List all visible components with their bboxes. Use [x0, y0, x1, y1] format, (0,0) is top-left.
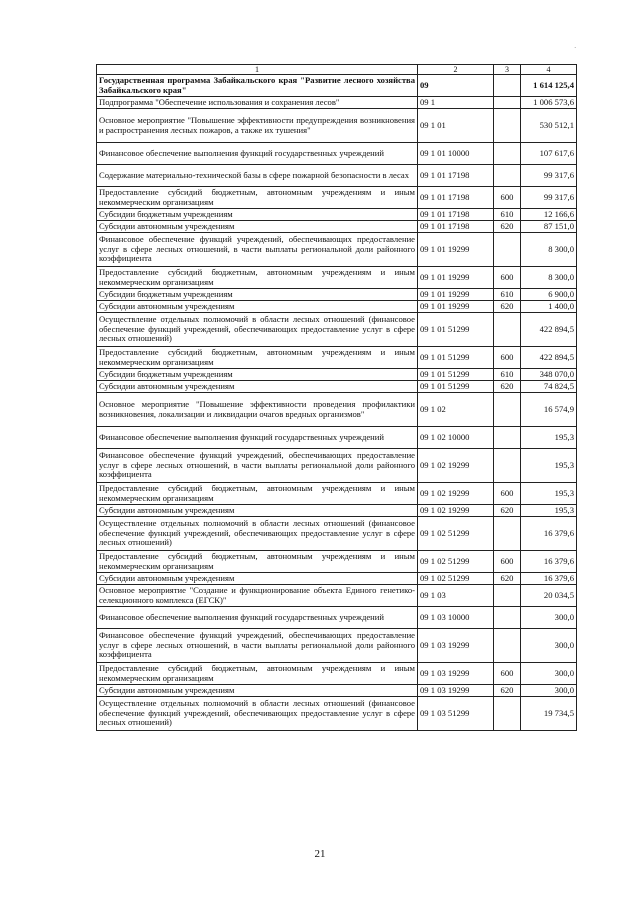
row-amount-cell: 16 379,6: [521, 573, 577, 585]
row-amount-cell: 195,3: [521, 505, 577, 517]
row-name-cell: Финансовое обеспечение выполнения функций государственных учреждений: [97, 427, 418, 449]
row-expense-type-cell: 620: [494, 301, 521, 313]
table-row: [97, 301, 577, 313]
row-amount-cell: 107 617,6: [521, 143, 577, 165]
row-expense-type-cell: 620: [494, 505, 521, 517]
row-code-cell: 09 1 02 51299: [418, 517, 494, 551]
row-name-cell: Субсидии автономным учреждениям: [97, 301, 418, 313]
row-name-cell: Основное мероприятие "Повышение эффективности проведения профилактики возникновения, локализации и ликвидации очагов вредных организмов": [97, 393, 418, 427]
row-name-cell: Финансовое обеспечение функций учреждений, обеспечивающих предоставление услуг в сфере лесных отношений, в части выплаты региональной доли районного коэффициента: [97, 449, 418, 483]
table-row: [97, 505, 577, 517]
table-row: [97, 313, 577, 347]
row-expense-type-cell: [494, 697, 521, 731]
row-expense-type-cell: [494, 629, 521, 663]
row-amount-cell: 348 070,0: [521, 369, 577, 381]
row-code-cell: 09 1 02 19299: [418, 505, 494, 517]
row-name-cell: Субсидии автономным учреждениям: [97, 685, 418, 697]
table-row: [97, 109, 577, 143]
row-name-cell: Предоставление субсидий бюджетным, автономным учреждениям и иным некоммерческим организациям: [97, 663, 418, 685]
table-row: [97, 165, 577, 187]
table-row: [97, 663, 577, 685]
row-expense-type-cell: 600: [494, 187, 521, 209]
row-code-cell: 09 1 01 51299: [418, 313, 494, 347]
table-row: [97, 629, 577, 663]
budget-table: [96, 64, 577, 731]
row-expense-type-cell: [494, 75, 521, 97]
row-amount-cell: 1 006 573,6: [521, 97, 577, 109]
row-name-cell: Государственная программа Забайкальского края "Развитие лесного хозяйства Забайкальского края": [97, 75, 418, 97]
column-number-2: 2: [418, 65, 494, 75]
row-name-cell: Субсидии автономным учреждениям: [97, 505, 418, 517]
row-amount-cell: 99 317,6: [521, 187, 577, 209]
row-expense-type-cell: [494, 165, 521, 187]
row-expense-type-cell: 600: [494, 483, 521, 505]
row-code-cell: 09 1 03 19299: [418, 663, 494, 685]
row-code-cell: 09 1 01 51299: [418, 381, 494, 393]
row-amount-cell: 300,0: [521, 629, 577, 663]
row-code-cell: 09 1 02 51299: [418, 573, 494, 585]
row-amount-cell: 20 034,5: [521, 585, 577, 607]
row-amount-cell: 16 379,6: [521, 551, 577, 573]
row-expense-type-cell: 620: [494, 381, 521, 393]
row-name-cell: Финансовое обеспечение выполнения функций государственных учреждений: [97, 607, 418, 629]
table-row: [97, 347, 577, 369]
row-amount-cell: 422 894,5: [521, 347, 577, 369]
table-row: [97, 381, 577, 393]
row-expense-type-cell: [494, 449, 521, 483]
row-expense-type-cell: 600: [494, 663, 521, 685]
row-amount-cell: 87 151,0: [521, 221, 577, 233]
row-code-cell: 09 1 01 17198: [418, 187, 494, 209]
row-amount-cell: 530 512,1: [521, 109, 577, 143]
row-amount-cell: 99 317,6: [521, 165, 577, 187]
row-code-cell: 09 1 02: [418, 393, 494, 427]
row-amount-cell: 1 614 125,4: [521, 75, 577, 97]
row-code-cell: 09 1 03 10000: [418, 607, 494, 629]
table-row: [97, 289, 577, 301]
row-code-cell: 09 1 02 51299: [418, 551, 494, 573]
row-code-cell: 09 1 01 17198: [418, 221, 494, 233]
row-name-cell: Осуществление отдельных полномочий в области лесных отношений (финансовое обеспечение функций учреждений, обеспечивающих предоставление услуг в сфере лесных отношений): [97, 313, 418, 347]
row-amount-cell: 422 894,5: [521, 313, 577, 347]
row-expense-type-cell: 610: [494, 209, 521, 221]
row-code-cell: 09 1 03 19299: [418, 629, 494, 663]
column-number-1: 1: [97, 65, 418, 75]
table-row: [97, 221, 577, 233]
row-expense-type-cell: [494, 427, 521, 449]
table-row: [97, 517, 577, 551]
row-name-cell: Субсидии автономным учреждениям: [97, 573, 418, 585]
row-code-cell: 09 1 01 19299: [418, 301, 494, 313]
row-amount-cell: 195,3: [521, 449, 577, 483]
row-name-cell: Финансовое обеспечение выполнения функций государственных учреждений: [97, 143, 418, 165]
table-row: [97, 585, 577, 607]
table-row: [97, 233, 577, 267]
row-expense-type-cell: 610: [494, 369, 521, 381]
budget-table-body: [97, 65, 577, 731]
table-row: [97, 97, 577, 109]
row-name-cell: Содержание материально-технической базы в сфере пожарной безопасности в лесах: [97, 165, 418, 187]
column-number-row: [97, 65, 577, 75]
row-amount-cell: 300,0: [521, 685, 577, 697]
row-name-cell: Субсидии бюджетным учреждениям: [97, 289, 418, 301]
row-name-cell: Предоставление субсидий бюджетным, автономным учреждениям и иным некоммерческим организациям: [97, 267, 418, 289]
table-row: [97, 697, 577, 731]
row-code-cell: 09 1 01 51299: [418, 369, 494, 381]
table-row: [97, 75, 577, 97]
row-expense-type-cell: 600: [494, 551, 521, 573]
row-name-cell: Предоставление субсидий бюджетным, автономным учреждениям и иным некоммерческим организациям: [97, 347, 418, 369]
row-name-cell: Основное мероприятие "Повышение эффективности предупреждения возникновения и распространения лесных пожаров, а также их тушения": [97, 109, 418, 143]
row-amount-cell: 300,0: [521, 607, 577, 629]
row-amount-cell: 195,3: [521, 483, 577, 505]
row-expense-type-cell: [494, 607, 521, 629]
row-code-cell: 09 1 01: [418, 109, 494, 143]
row-name-cell: Субсидии автономным учреждениям: [97, 381, 418, 393]
page-number: 21: [314, 848, 326, 860]
row-name-cell: Финансовое обеспечение функций учреждений, обеспечивающих предоставление услуг в сфере лесных отношений, в части выплаты региональной доли районного коэффициента: [97, 629, 418, 663]
table-row: [97, 607, 577, 629]
scan-speck: ·: [574, 44, 577, 52]
table-row: [97, 143, 577, 165]
row-code-cell: 09 1 02 19299: [418, 449, 494, 483]
row-amount-cell: 8 300,0: [521, 233, 577, 267]
row-amount-cell: 300,0: [521, 663, 577, 685]
column-number-3: 3: [494, 65, 521, 75]
row-amount-cell: 16 379,6: [521, 517, 577, 551]
row-code-cell: 09: [418, 75, 494, 97]
row-code-cell: 09 1 01 17198: [418, 209, 494, 221]
table-row: [97, 685, 577, 697]
table-row: [97, 187, 577, 209]
row-code-cell: 09 1 02 10000: [418, 427, 494, 449]
row-expense-type-cell: [494, 97, 521, 109]
row-name-cell: Предоставление субсидий бюджетным, автономным учреждениям и иным некоммерческим организациям: [97, 551, 418, 573]
row-name-cell: Осуществление отдельных полномочий в области лесных отношений (финансовое обеспечение функций учреждений, обеспечивающих предоставление услуг в сфере лесных отношений): [97, 517, 418, 551]
column-number-4: 4: [521, 65, 577, 75]
row-amount-cell: 74 824,5: [521, 381, 577, 393]
row-code-cell: 09 1: [418, 97, 494, 109]
row-code-cell: 09 1 01 19299: [418, 267, 494, 289]
row-expense-type-cell: [494, 585, 521, 607]
row-name-cell: Осуществление отдельных полномочий в области лесных отношений (финансовое обеспечение функций учреждений, обеспечивающих предоставление услуг в сфере лесных отношений): [97, 697, 418, 731]
row-amount-cell: 195,3: [521, 427, 577, 449]
row-amount-cell: 12 166,6: [521, 209, 577, 221]
row-code-cell: 09 1 03 51299: [418, 697, 494, 731]
row-name-cell: Субсидии бюджетным учреждениям: [97, 369, 418, 381]
row-expense-type-cell: 600: [494, 267, 521, 289]
row-expense-type-cell: 600: [494, 347, 521, 369]
row-expense-type-cell: [494, 143, 521, 165]
row-code-cell: 09 1 01 17198: [418, 165, 494, 187]
row-code-cell: 09 1 01 19299: [418, 233, 494, 267]
table-row: [97, 369, 577, 381]
row-expense-type-cell: 620: [494, 221, 521, 233]
row-name-cell: Субсидии автономным учреждениям: [97, 221, 418, 233]
row-code-cell: 09 1 01 10000: [418, 143, 494, 165]
table-row: [97, 393, 577, 427]
row-amount-cell: 8 300,0: [521, 267, 577, 289]
table-row: [97, 427, 577, 449]
table-row: [97, 449, 577, 483]
row-expense-type-cell: [494, 393, 521, 427]
row-name-cell: Подпрограмма "Обеспечение использования и сохранения лесов": [97, 97, 418, 109]
row-expense-type-cell: [494, 109, 521, 143]
row-name-cell: Предоставление субсидий бюджетным, автономным учреждениям и иным некоммерческим организациям: [97, 187, 418, 209]
row-code-cell: 09 1 03: [418, 585, 494, 607]
table-row: [97, 267, 577, 289]
budget-table-container: [96, 64, 577, 731]
row-code-cell: 09 1 02 19299: [418, 483, 494, 505]
row-amount-cell: 6 900,0: [521, 289, 577, 301]
row-code-cell: 09 1 01 51299: [418, 347, 494, 369]
row-amount-cell: 1 400,0: [521, 301, 577, 313]
row-name-cell: Субсидии бюджетным учреждениям: [97, 209, 418, 221]
row-expense-type-cell: [494, 517, 521, 551]
row-expense-type-cell: 620: [494, 685, 521, 697]
row-amount-cell: 19 734,5: [521, 697, 577, 731]
row-name-cell: Основное мероприятие "Создание и функционирование объекта Единого генетико-селекционного комплекса (ЕГСК)": [97, 585, 418, 607]
table-row: [97, 209, 577, 221]
table-row: [97, 573, 577, 585]
table-row: [97, 483, 577, 505]
row-expense-type-cell: [494, 233, 521, 267]
row-expense-type-cell: 610: [494, 289, 521, 301]
table-row: [97, 551, 577, 573]
row-expense-type-cell: 620: [494, 573, 521, 585]
row-code-cell: 09 1 01 19299: [418, 289, 494, 301]
row-expense-type-cell: [494, 313, 521, 347]
row-amount-cell: 16 574,9: [521, 393, 577, 427]
row-name-cell: Финансовое обеспечение функций учреждений, обеспечивающих предоставление услуг в сфере лесных отношений, в части выплаты региональной доли районного коэффициента: [97, 233, 418, 267]
row-code-cell: 09 1 03 19299: [418, 685, 494, 697]
row-name-cell: Предоставление субсидий бюджетным, автономным учреждениям и иным некоммерческим организациям: [97, 483, 418, 505]
